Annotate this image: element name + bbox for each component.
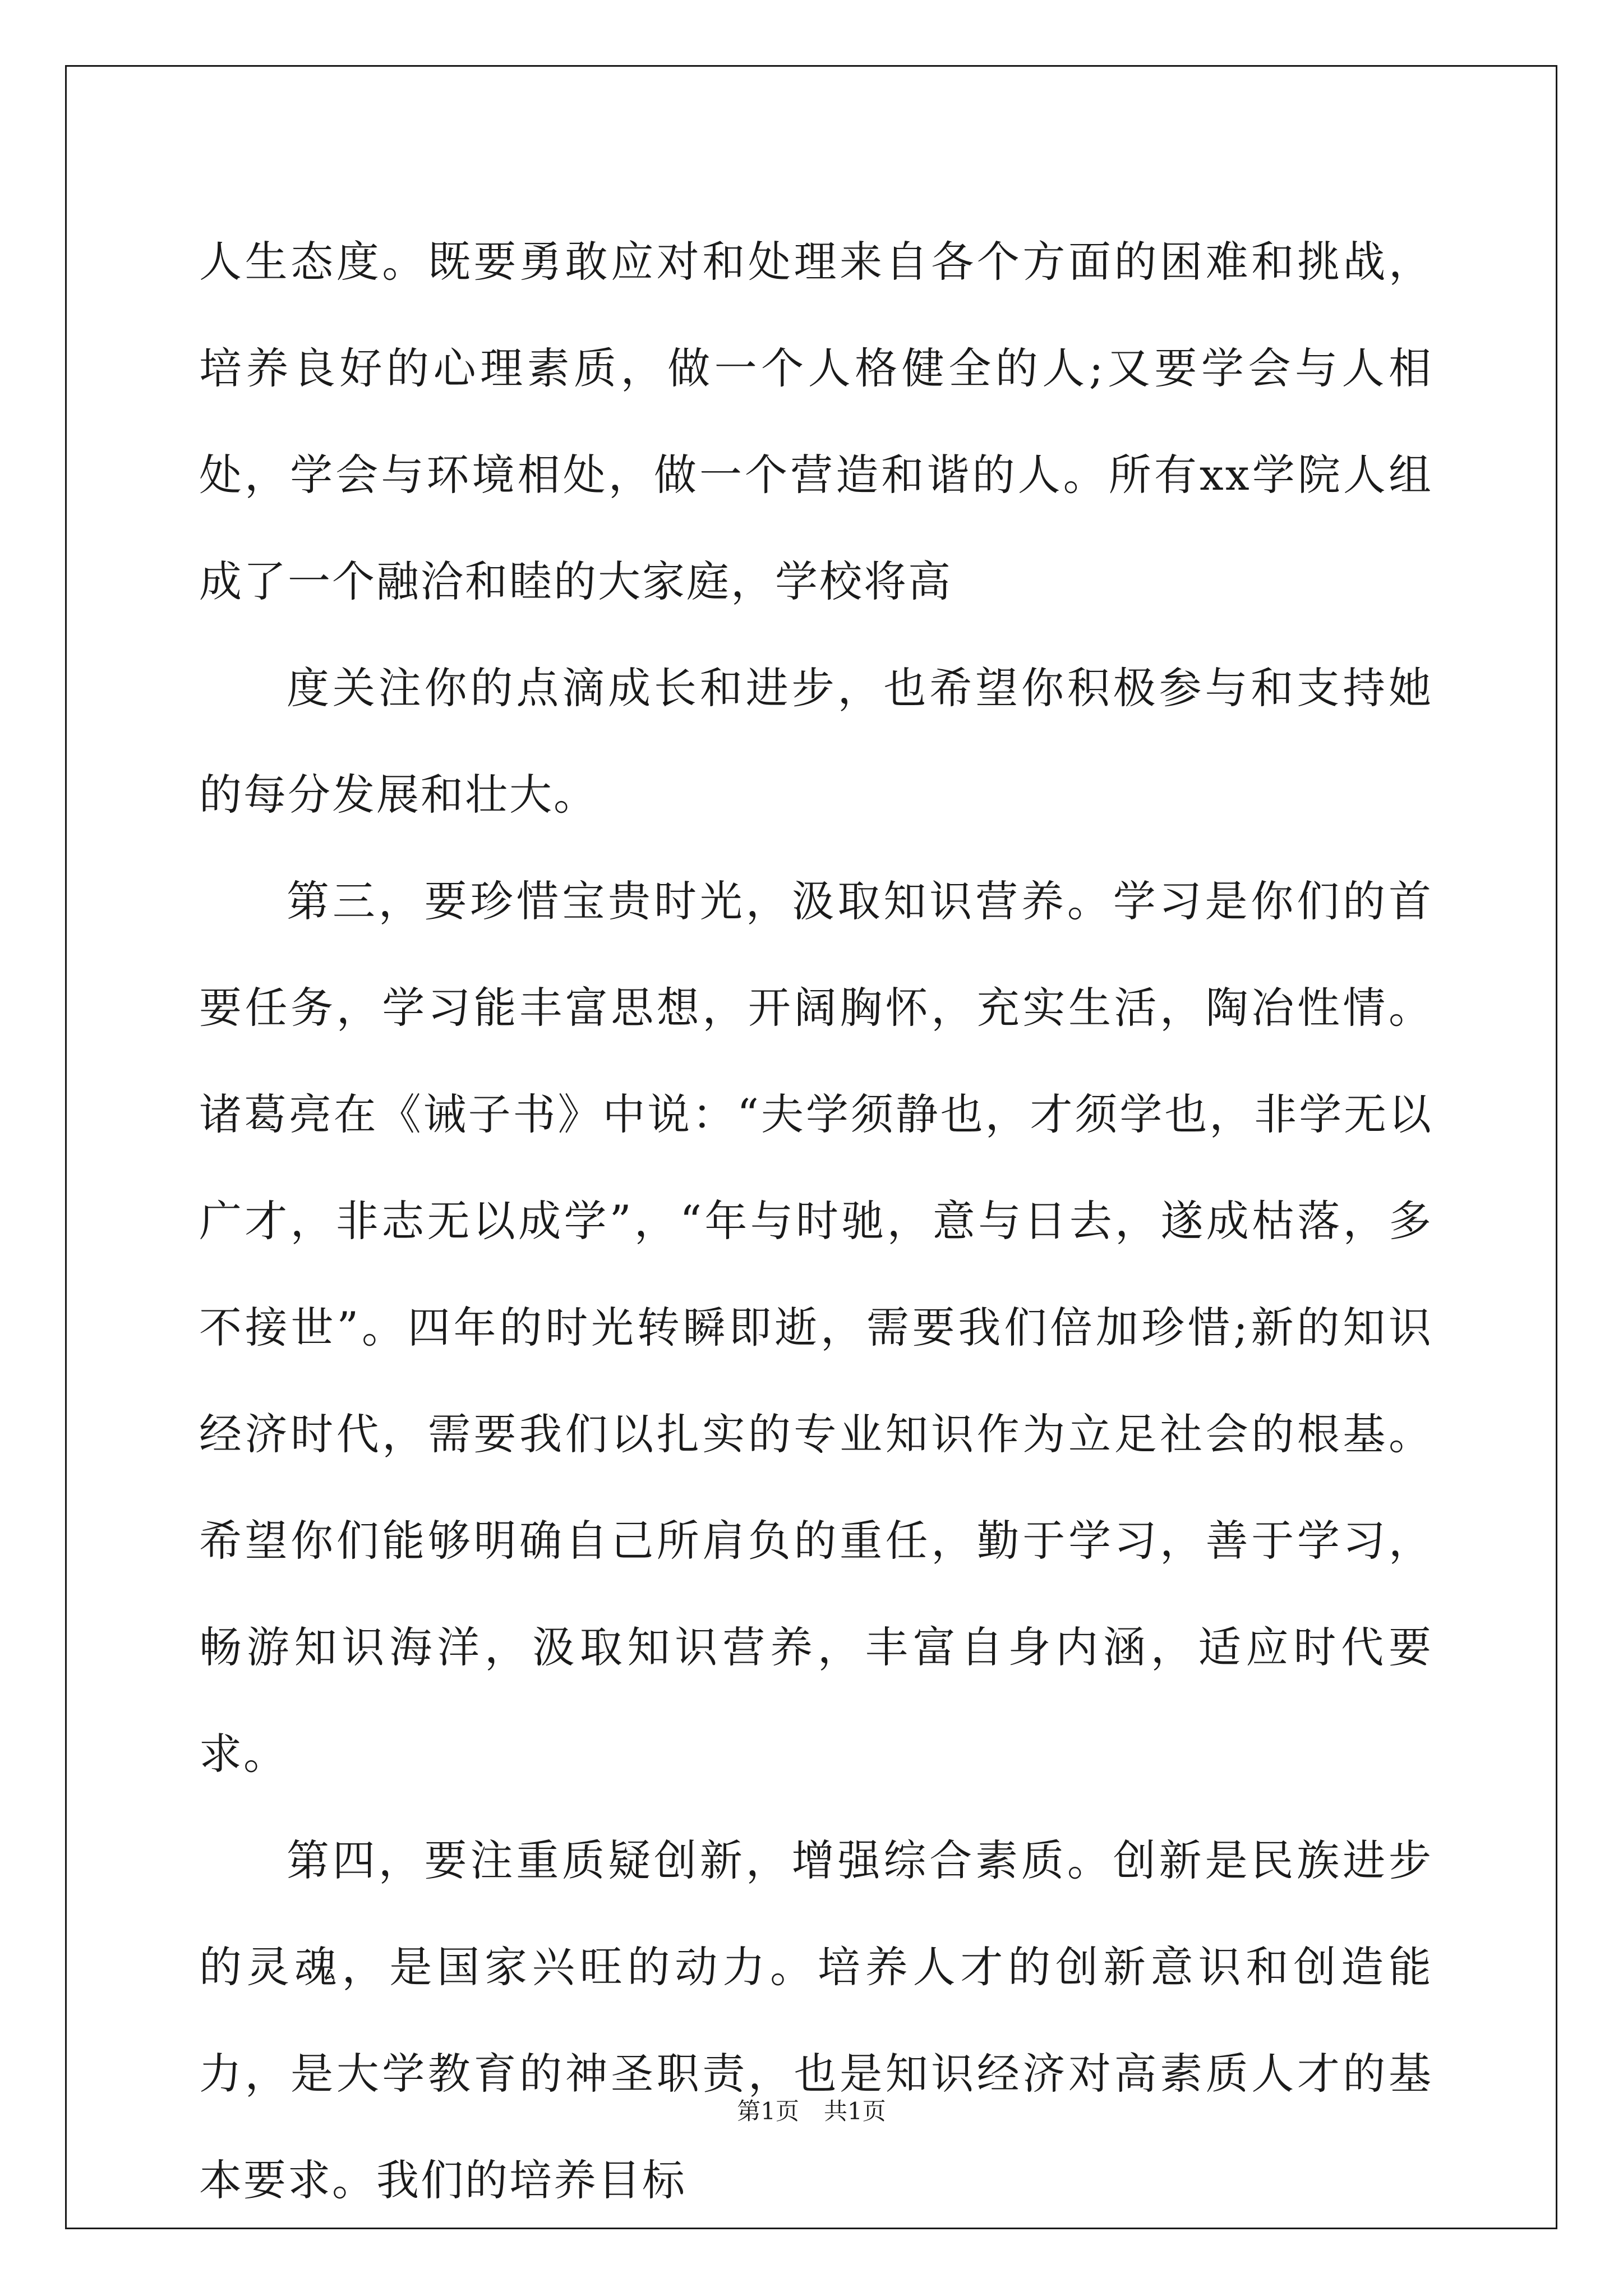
- paragraph-fourth-point: 第四，要注重质疑创新，增强综合素质。创新是民族进步的灵魂，是国家兴旺的动力。培养人才的创新意识和创造能力，是大学教育的神圣职责，也是知识经济对高素质人才的基本要求。我们的培养目标: [199, 1835, 1433, 2205]
- page-total: 共1页: [824, 2097, 886, 2125]
- paragraph-third-point: 第三，要珍惜宝贵时光，汲取知识营养。学习是你们的首要任务，学习能丰富思想，开阔胸怀，充实生活，陶冶性情。诸葛亮在《诫子书》中说：“夫学须静也，才须学也，非学无以广才，非志无以成学”，“年与时驰，意与日去，遂成枯落，多不接世”。四年的时光转瞬即逝，需要我们倍加珍惜;新的知识经济时代，需要我们以扎实的专业知识作为立足社会的根基。希望你们能够明确自己所肩负的重任，勤于学习，善于学习，畅游知识海洋，汲取知识营养，丰富自身内涵，适应时代要求。: [199, 876, 1433, 1779]
- page-footer: [0, 2093, 1623, 2127]
- paragraph-continuation: 人生态度。既要勇敢应对和处理来自各个方面的困难和挑战，培养良好的心理素质，做一个人格健全的人;又要学会与人相处，学会与环境相处，做一个营造和谐的人。所有xx学院人组成了一个融洽和睦的大家庭，学校将高: [199, 237, 1433, 606]
- page-number: 第1页: [737, 2097, 799, 2125]
- paragraph-attention: 度关注你的点滴成长和进步，也希望你积极参与和支持她的每分发展和壮大。: [199, 663, 1433, 820]
- document-body: [199, 209, 1433, 2234]
